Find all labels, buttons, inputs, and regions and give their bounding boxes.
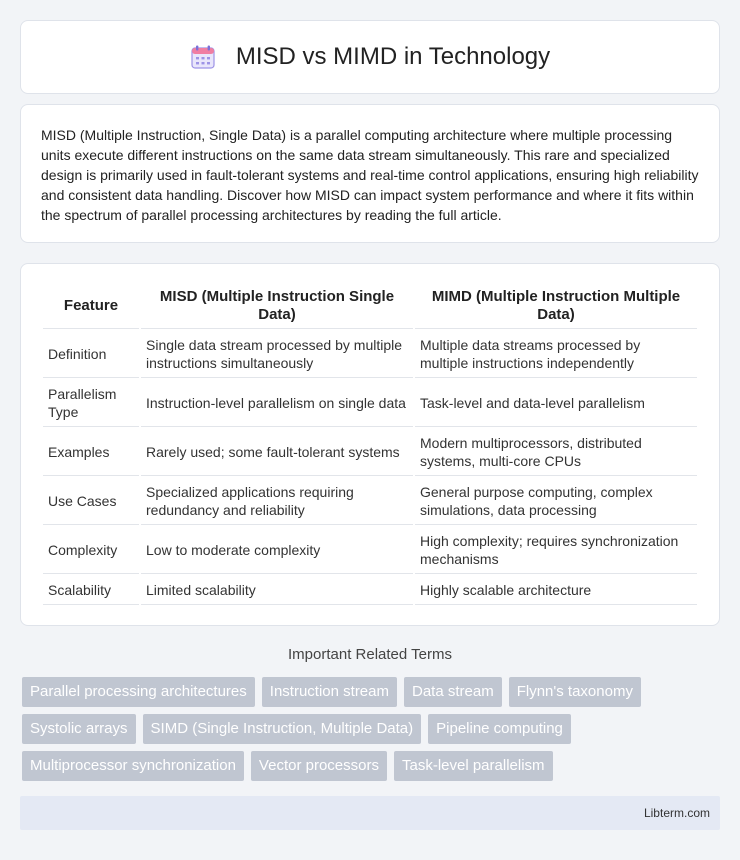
row-mimd: Highly scalable architecture	[415, 576, 697, 605]
table-row	[43, 527, 697, 574]
row-feature: Complexity	[43, 527, 139, 574]
row-mimd: Task-level and data-level parallelism	[415, 380, 697, 427]
related-term-tag[interactable]: Pipeline computing	[428, 714, 571, 744]
table-row	[43, 478, 697, 525]
footer-site-link[interactable]: Libterm.com	[643, 806, 710, 820]
page-title: MISD vs MIMD in Technology	[235, 43, 551, 70]
related-term-tag[interactable]: SIMD (Single Instruction, Multiple Data)	[143, 714, 422, 744]
row-mimd: Modern multiprocessors, distributed systems, multi-core CPUs	[415, 429, 697, 476]
intro-text: MISD (Multiple Instruction, Single Data) is a parallel computing architecture where multiple processing units execute different instructions on the same data stream simultaneously. This rare and specialized design is primarily used in fault-tolerant systems and real-time control applications, ensuring high reliability and consistent data handling. Discover how MISD can impact system performance and where it fits within the spectrum of parallel processing architectures by reading the full article.	[41, 127, 699, 223]
row-feature: Parallelism Type	[43, 380, 139, 427]
comparison-table	[41, 282, 699, 607]
row-misd: Low to moderate complexity	[141, 527, 413, 574]
row-feature: Examples	[43, 429, 139, 476]
footer	[20, 796, 720, 830]
table-row	[43, 331, 697, 378]
related-term-tag[interactable]: Instruction stream	[262, 677, 397, 707]
row-misd: Rarely used; some fault-tolerant systems	[141, 429, 413, 476]
row-misd: Specialized applications requiring redundancy and reliability	[141, 478, 413, 525]
related-term-tag[interactable]: Task-level parallelism	[394, 751, 553, 781]
comparison-table-card	[20, 263, 720, 626]
row-feature: Use Cases	[43, 478, 139, 525]
related-term-tag[interactable]: Multiprocessor synchronization	[22, 751, 244, 781]
intro-card	[20, 104, 720, 243]
related-term-tag[interactable]: Vector processors	[251, 751, 387, 781]
header-mimd: MIMD (Multiple Instruction Multiple Data)	[415, 284, 697, 329]
row-feature: Definition	[43, 331, 139, 378]
related-terms-list	[22, 677, 722, 788]
header-card	[20, 20, 720, 94]
row-misd: Single data stream processed by multiple instructions simultaneously	[141, 331, 413, 378]
related-term-tag[interactable]: Parallel processing architectures	[22, 677, 255, 707]
row-misd: Limited scalability	[141, 576, 413, 605]
row-mimd: Multiple data streams processed by multiple instructions independently	[415, 331, 697, 378]
table-row	[43, 380, 697, 427]
table-row	[43, 576, 697, 605]
related-terms-title: Important Related Terms	[288, 646, 452, 663]
related-term-tag[interactable]: Data stream	[404, 677, 502, 707]
calendar-icon	[190, 44, 216, 70]
row-misd: Instruction-level parallelism on single data	[141, 380, 413, 427]
table-row	[43, 429, 697, 476]
related-term-tag[interactable]: Flynn's taxonomy	[509, 677, 641, 707]
related-term-tag[interactable]: Systolic arrays	[22, 714, 136, 744]
header-feature: Feature	[43, 284, 139, 329]
row-mimd: General purpose computing, complex simulations, data processing	[415, 478, 697, 525]
row-feature: Scalability	[43, 576, 139, 605]
header-misd: MISD (Multiple Instruction Single Data)	[141, 284, 413, 329]
row-mimd: High complexity; requires synchronization mechanisms	[415, 527, 697, 574]
